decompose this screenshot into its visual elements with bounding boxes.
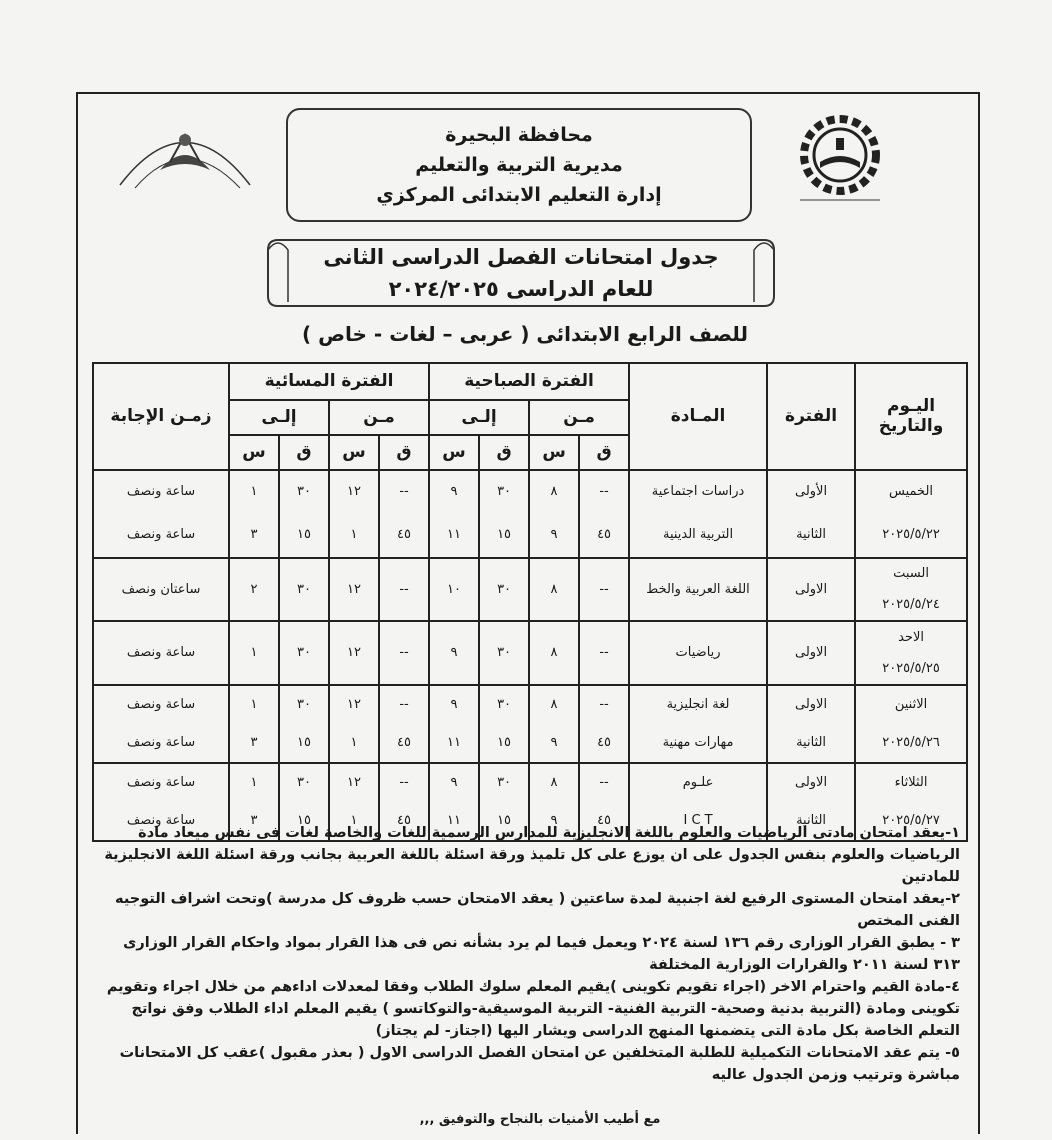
time-cell-value: ٨ — [550, 581, 558, 597]
duration-cell-value: ساعة ونصف — [126, 735, 196, 751]
day-date-cell — [855, 558, 967, 622]
time-cell — [229, 621, 279, 685]
period-cell-value: الاولى — [794, 645, 828, 661]
time-cell-value: ٤٥ — [397, 527, 412, 543]
subject-cell-value: مهارات مهنية — [662, 735, 734, 751]
day-name: الاثنين — [894, 697, 928, 713]
exam-date: ٢٠٢٥/٥/٢٢ — [882, 527, 940, 543]
directorate-name: مديرية التربية والتعليم — [415, 154, 623, 176]
subject-cell — [629, 685, 767, 763]
time-cell-value: ١ — [250, 484, 258, 500]
unit-minute: ق — [579, 435, 629, 470]
header-period: الفترة — [767, 363, 855, 470]
time-cell-value: ٤٥ — [597, 812, 612, 828]
time-cell-value: ٣٠ — [297, 581, 312, 597]
time-cell-value: ٤٥ — [397, 812, 412, 828]
time-cell-value: ١١ — [447, 735, 462, 751]
time-cell — [429, 621, 479, 685]
time-cell-value: ٤٥ — [397, 735, 412, 751]
time-cell — [429, 685, 479, 763]
time-cell-value: ١٥ — [297, 735, 312, 751]
unit-minute: ق — [479, 435, 529, 470]
directorate-logo — [100, 110, 270, 205]
day-name: الثلاثاء — [894, 775, 928, 790]
time-cell — [279, 470, 329, 558]
subject-cell-value: اللغة العربية والخط — [646, 581, 750, 597]
notes-section — [92, 822, 960, 1086]
period-cell-value: الثانية — [796, 527, 827, 543]
time-cell-value: ١٠ — [447, 581, 462, 597]
subject-cell-value: علـوم — [682, 775, 714, 790]
unit-hour: س — [529, 435, 579, 470]
time-cell-value: ١٢ — [347, 581, 362, 597]
time-cell-value: ٨ — [550, 775, 558, 790]
time-cell — [479, 621, 529, 685]
time-cell — [579, 621, 629, 685]
note-2: ٢-يعقد امتحان المستوى الرفيع لغة اجنبية لمدة ساعتين ( يعقد الامتحان حسب ظروف كل مدرسة )وتحت اشراف التوجيه الفنى المختص — [115, 891, 960, 929]
header-evening-from: مـن — [329, 400, 429, 435]
time-cell — [479, 558, 529, 622]
exam-date: ٢٠٢٥/٥/٢٥ — [882, 660, 940, 676]
title-scroll — [266, 232, 776, 314]
time-cell — [529, 685, 579, 763]
day-date-cell — [855, 685, 967, 763]
time-cell-value: ١ — [250, 645, 258, 661]
time-cell-value: -- — [399, 697, 409, 713]
time-cell-value: ٣ — [250, 527, 258, 543]
period-cell-value: الثانية — [796, 812, 827, 828]
ministry-gear-logo — [770, 110, 910, 210]
time-cell-value: -- — [399, 484, 409, 500]
time-cell-value: ٣٠ — [297, 484, 312, 500]
time-cell — [529, 558, 579, 622]
time-cell-value: ٢ — [250, 581, 258, 597]
time-cell — [379, 685, 429, 763]
time-cell-value: ١٥ — [297, 527, 312, 543]
header-subject: المـادة — [629, 363, 767, 470]
note-5: ٥- يتم عقد الامتحانات التكميلية للطلبة المتخلفين عن امتحان الفصل الدراسى الاول ( بعذر مقبول )عقب كل الامتحانات مباشرة وترتيب وزمن الجدول عاليه — [119, 1045, 960, 1083]
duration-cell — [93, 558, 229, 622]
time-cell — [329, 621, 379, 685]
time-cell-value: ١٢ — [347, 775, 362, 790]
time-cell — [429, 558, 479, 622]
day-name: السبت — [893, 566, 929, 582]
time-cell-value: ٩ — [450, 697, 458, 713]
time-cell — [529, 470, 579, 558]
time-cell-value: ٤٥ — [597, 735, 612, 751]
time-cell — [529, 621, 579, 685]
subject-cell-value: دراسات اجتماعية — [651, 484, 745, 500]
time-cell-value: ١ — [350, 527, 358, 543]
time-cell-value: ٩ — [550, 812, 558, 828]
table-row — [93, 470, 967, 558]
time-cell-value: ١ — [250, 697, 258, 713]
period-cell-value: الاولى — [794, 697, 828, 713]
time-cell-value: ٣٠ — [497, 775, 512, 790]
duration-cell-value: ساعة ونصف — [126, 645, 196, 661]
academic-year: للعام الدراسى ٢٠٢٤/٢٠٢٥ — [388, 277, 654, 301]
time-cell-value: -- — [599, 775, 609, 790]
day-name: الاحد — [898, 629, 924, 645]
unit-hour: س — [429, 435, 479, 470]
time-cell-value: ١٥ — [497, 812, 512, 828]
time-cell — [379, 470, 429, 558]
table-row — [93, 558, 967, 622]
time-cell-value: ١١ — [447, 527, 462, 543]
time-cell — [379, 558, 429, 622]
time-cell-value: ١ — [350, 735, 358, 751]
time-cell — [329, 558, 379, 622]
time-cell — [329, 470, 379, 558]
time-cell-value: ١٥ — [497, 527, 512, 543]
closing-wish: مع أطيب الأمنيات بالنجاح والتوفيق ,,, — [419, 1112, 661, 1127]
time-cell-value: ٣ — [250, 812, 258, 828]
time-cell-value: ١٢ — [347, 645, 362, 661]
time-cell-value: -- — [599, 581, 609, 597]
time-cell-value: ٩ — [450, 645, 458, 661]
time-cell-value: ١١ — [447, 812, 462, 828]
time-cell-value: ٣٠ — [297, 775, 312, 790]
period-cell — [767, 685, 855, 763]
time-cell — [579, 558, 629, 622]
day-date-cell — [855, 621, 967, 685]
time-cell — [329, 685, 379, 763]
unit-minute: ق — [279, 435, 329, 470]
unit-minute: ق — [379, 435, 429, 470]
period-cell — [767, 621, 855, 685]
header-day-date: اليـوم والتاريخ — [855, 363, 967, 470]
period-cell — [767, 470, 855, 558]
header-evening-period: الفترة المسائية — [229, 363, 429, 400]
time-cell-value: -- — [599, 697, 609, 713]
time-cell-value: ٩ — [550, 527, 558, 543]
time-cell — [279, 685, 329, 763]
time-cell-value: ٣٠ — [297, 645, 312, 661]
note-3: ٣ - يطبق القرار الوزارى رقم ١٣٦ لسنة ٢٠٢٤ ويعمل فيما لم يرد بشأنه نص فى هذا القرار بمواد واحكام القرار الوزارى ٣١٣ لسنة ٢٠١١ والقرارات الوزارية المختلفة — [123, 935, 960, 973]
duration-cell-value: ساعة ونصف — [126, 527, 196, 543]
governorate-name: محافظة البحيرة — [445, 124, 593, 146]
time-cell-value: ٤٥ — [597, 527, 612, 543]
duration-cell — [93, 621, 229, 685]
table-row — [93, 621, 967, 685]
time-cell — [279, 621, 329, 685]
duration-cell-value: ساعة ونصف — [126, 697, 196, 713]
time-cell — [229, 685, 279, 763]
exam-date: ٢٠٢٥/٥/٢٧ — [882, 812, 940, 828]
time-cell-value: ١ — [250, 775, 258, 790]
period-cell-value: الاولى — [794, 775, 828, 790]
time-cell-value: ٨ — [550, 697, 558, 713]
time-cell-value: -- — [399, 581, 409, 597]
duration-cell-value: ساعة ونصف — [126, 812, 196, 828]
time-cell-value: -- — [599, 484, 609, 500]
time-cell-value: ١٥ — [497, 735, 512, 751]
subject-cell-value: I C T — [683, 812, 713, 828]
time-cell-value: ٣٠ — [497, 581, 512, 597]
time-cell — [279, 558, 329, 622]
time-cell-value: -- — [599, 645, 609, 661]
header-morning-from: مـن — [529, 400, 629, 435]
exam-date: ٢٠٢٥/٥/٢٤ — [882, 597, 940, 613]
time-cell-value: -- — [399, 775, 409, 790]
exam-schedule-table — [92, 362, 968, 842]
time-cell-value: ١ — [350, 812, 358, 828]
time-cell — [479, 470, 529, 558]
duration-cell-value: ساعتان ونصف — [121, 581, 201, 597]
administration-name: إدارة التعليم الابتدائى المركزي — [376, 184, 662, 206]
time-cell — [429, 470, 479, 558]
unit-hour: س — [229, 435, 279, 470]
note-1: ١-يعقد امتحان مادتى الرياضيات والعلوم باللغة الانجليزية للمدارس الرسمية للغات والخاصة لغات فى نفس ميعاد مادة الرياضيات والعلوم بنفس الجدول على ان يوزع على كل تلميذ ورقة اسئلة باللغة العربية بجانب ورقة اسئلة اللغة الانجليزية للمادتين — [104, 825, 960, 885]
period-cell-value: الثانية — [796, 735, 827, 751]
time-cell-value: ٣٠ — [497, 484, 512, 500]
time-cell-value: ٨ — [550, 484, 558, 500]
time-cell-value: ٨ — [550, 645, 558, 661]
subject-cell — [629, 558, 767, 622]
time-cell — [229, 470, 279, 558]
header-morning-period: الفترة الصباحية — [429, 363, 629, 400]
header-box — [286, 108, 752, 222]
time-cell-value: -- — [399, 645, 409, 661]
time-cell-value: ٣٠ — [497, 645, 512, 661]
header-evening-to: إلـى — [229, 400, 329, 435]
subject-cell-value: رياضيات — [675, 645, 721, 661]
time-cell — [579, 685, 629, 763]
subject-cell-value: لغة انجليزية — [666, 697, 730, 713]
exam-schedule-title: جدول امتحانات الفصل الدراسى الثانى — [323, 245, 719, 269]
grade-subtitle: للصف الرابع الابتدائى ( عربى – لغات - خاص ) — [302, 322, 748, 346]
time-cell — [379, 621, 429, 685]
exam-date: ٢٠٢٥/٥/٢٦ — [882, 735, 940, 751]
day-name: الخميس — [889, 484, 934, 500]
time-cell-value: ١٥ — [297, 812, 312, 828]
time-cell-value: ١٢ — [347, 697, 362, 713]
time-cell-value: ٣ — [250, 735, 258, 751]
subject-cell — [629, 470, 767, 558]
time-cell-value: ١٢ — [347, 484, 362, 500]
header-answer-time: زمـن الإجابة — [93, 363, 229, 470]
subject-cell-value: التربية الدينية — [662, 527, 734, 543]
time-cell — [579, 470, 629, 558]
time-cell-value: ٩ — [450, 484, 458, 500]
header-morning-to: إلـى — [429, 400, 529, 435]
time-cell — [229, 558, 279, 622]
duration-cell — [93, 470, 229, 558]
note-4: ٤-مادة القيم واحترام الاخر (اجراء تقويم تكوينى )يقيم المعلم سلوك الطلاب وفقا لمعدلات اداءهم من خلال اجراء وتقويم تكوينى ومادة (التربية بدنية وصحية- التربية الفنية- التربية الموسيقية-والتوكاتسو ) يقيم المعلم اداء الطلاب وفق نواتج التعلم الخاصة بكل مادة التى يتضمنها المنهج الدراسى ويشار اليها (اجتاز- لم يجتاز) — [106, 979, 960, 1039]
time-cell-value: ٩ — [450, 775, 458, 790]
time-cell-value: ٩ — [550, 735, 558, 751]
period-cell — [767, 558, 855, 622]
table-row — [93, 685, 967, 763]
time-cell-value: ٣٠ — [297, 697, 312, 713]
day-date-cell — [855, 470, 967, 558]
subject-cell — [629, 621, 767, 685]
duration-cell — [93, 685, 229, 763]
period-cell-value: الاولى — [794, 581, 828, 597]
duration-cell-value: ساعة ونصف — [126, 484, 196, 500]
time-cell — [479, 685, 529, 763]
duration-cell-value: ساعة ونصف — [126, 775, 196, 790]
period-cell-value: الأولى — [794, 484, 828, 500]
unit-hour: س — [329, 435, 379, 470]
time-cell-value: ٣٠ — [497, 697, 512, 713]
